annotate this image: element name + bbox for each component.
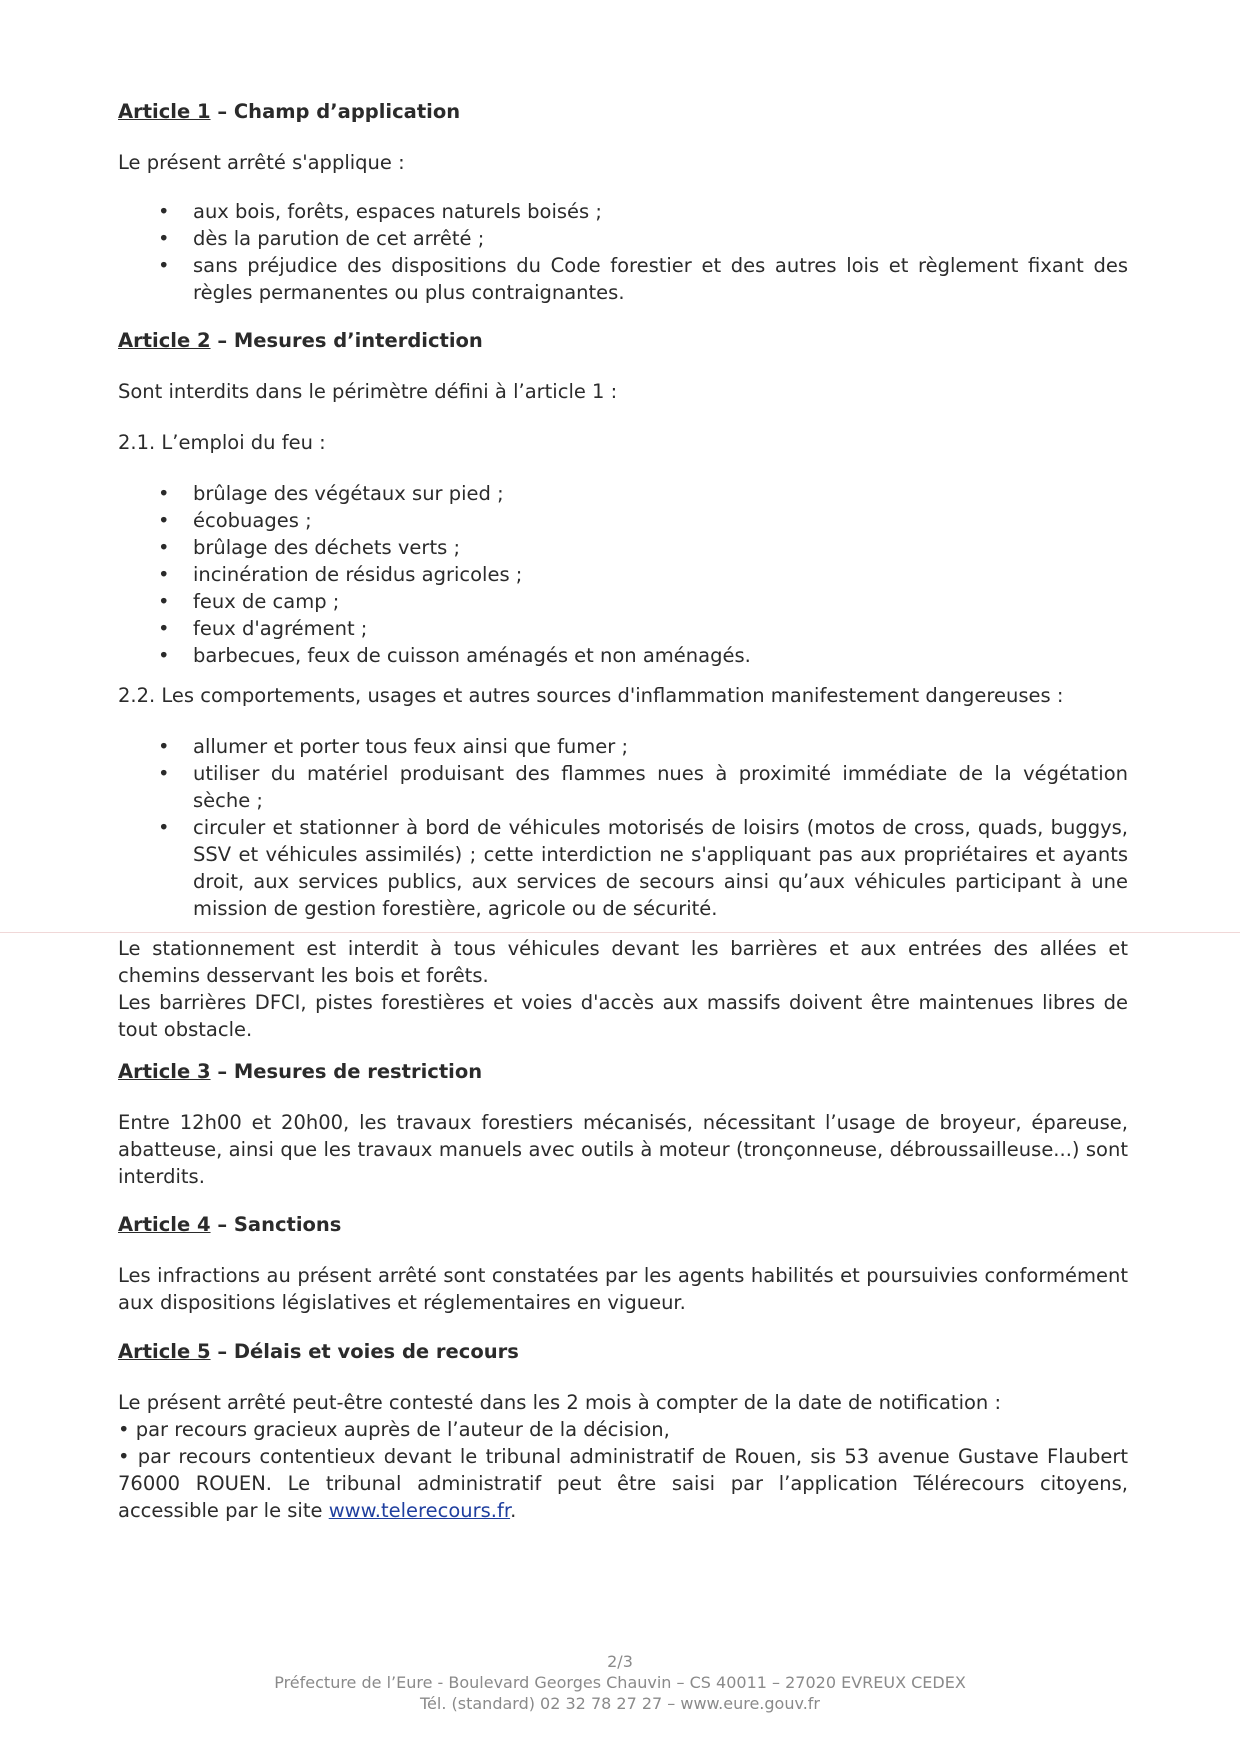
parking-paragraph-2: Les barrières DFCI, pistes forestières et voies d'accès aux massifs doivent être maintenues libres de tout obstacle. <box>118 991 1128 1041</box>
article-2-heading <box>118 327 1128 354</box>
article-4-title: – Sanctions <box>210 1213 342 1236</box>
list-item: • barbecues, feux de cuisson aménagés et non aménagés. <box>118 642 1128 669</box>
list-item: • dès la parution de cet arrêté ; <box>118 225 1128 252</box>
article-1-heading <box>118 98 1128 125</box>
scan-artifact-line <box>0 932 1240 933</box>
list-item: • utiliser du matériel produisant des flammes nues à proximité immédiate de la végétation sèche ; <box>118 760 1128 814</box>
list-item: • circuler et stationner à bord de véhicules motorisés de loisirs (motos de cross, quads, buggys, SSV et véhicules assimilés) ; cette interdiction ne s'appliquant pas aux propriétaires et ayants droit, aux services publics, aux services de secours ainsi qu’aux véhicules participant à une mission de gestion forestière, agricole ou de sécurité. <box>118 814 1128 922</box>
appeal-gracious: • par recours gracieux auprès de l’auteur de la décision, <box>118 1418 670 1441</box>
article-1-list <box>118 198 1128 306</box>
article-5-heading <box>118 1338 1128 1365</box>
article-1-title: – Champ d’application <box>210 100 461 123</box>
appeal-contentious <box>118 1443 1128 1524</box>
article-2-intro: Sont interdits dans le périmètre défini à l’article 1 : <box>118 380 618 403</box>
list-item: • écobuages ; <box>118 507 1128 534</box>
article-2-number: Article 2 <box>118 329 211 352</box>
article-1-number: Article 1 <box>118 100 211 123</box>
telerecours-link[interactable]: www.telerecours.fr <box>328 1499 511 1522</box>
article-5-number: Article 5 <box>118 1340 211 1363</box>
article-1-intro: Le présent arrêté s'applique : <box>118 151 405 174</box>
article-5-intro: Le présent arrêté peut-être contesté dans les 2 mois à compter de la date de notification : <box>118 1391 1002 1414</box>
footer-contact: Tél. (standard) 02 32 78 27 27 – www.eure.gouv.fr <box>420 1694 820 1713</box>
section-2-1-title: 2.1. L’emploi du feu : <box>118 431 326 454</box>
article-2-parking-text <box>118 935 1128 1043</box>
section-2-2-list <box>118 733 1128 922</box>
section-2-2-title: 2.2. Les comportements, usages et autres sources d'inflammation manifestement dangereuses : <box>118 684 1064 707</box>
parking-paragraph-1: Le stationnement est interdit à tous véhicules devant les barrières et aux entrées des allées et chemins desservant les bois et forêts. <box>118 937 1128 987</box>
article-5-body <box>118 1389 1128 1524</box>
appeal-contentious-text: • par recours contentieux devant le tribunal administratif de Rouen, sis 53 avenue Gustave Flaubert 76000 ROUEN. Le tribunal administratif peut être saisi par l’application Télérecours citoyens, accessible par le site <box>118 1445 1128 1522</box>
list-item: • feux de camp ; <box>118 588 1128 615</box>
page-number: 2/3 <box>607 1652 633 1671</box>
list-item: • feux d'agrément ; <box>118 615 1128 642</box>
article-3-body: Entre 12h00 et 20h00, les travaux forestiers mécanisés, nécessitant l’usage de broyeur, épareuse, abatteuse, ainsi que les travaux manuels avec outils à moteur (tronçonneuse, débroussailleuse...) sont interdits. <box>118 1111 1128 1188</box>
article-5-title: – Délais et voies de recours <box>210 1340 519 1363</box>
list-item: • incinération de résidus agricoles ; <box>118 561 1128 588</box>
article-2-title: – Mesures d’interdiction <box>210 329 483 352</box>
list-item: • brûlage des déchets verts ; <box>118 534 1128 561</box>
list-item: • brûlage des végétaux sur pied ; <box>118 480 1128 507</box>
appeal-contentious-end: . <box>510 1499 517 1522</box>
article-4-body: Les infractions au présent arrêté sont constatées par les agents habilités et poursuivies conformément aux dispositions législatives et réglementaires en vigueur. <box>118 1264 1128 1314</box>
article-3-title: – Mesures de restriction <box>210 1060 483 1083</box>
section-2-1-list <box>118 480 1128 669</box>
article-4-heading <box>118 1211 1128 1238</box>
list-item: • allumer et porter tous feux ainsi que fumer ; <box>118 733 1128 760</box>
article-3-heading <box>118 1058 1128 1085</box>
footer-address: Préfecture de l’Eure - Boulevard Georges Chauvin – CS 40011 – 27020 EVREUX CEDEX <box>274 1673 966 1692</box>
article-4-number: Article 4 <box>118 1213 211 1236</box>
article-3-number: Article 3 <box>118 1060 211 1083</box>
list-item: • aux bois, forêts, espaces naturels boisés ; <box>118 198 1128 225</box>
list-item: • sans préjudice des dispositions du Code forestier et des autres lois et règlement fixant des règles permanentes ou plus contraignantes. <box>118 252 1128 306</box>
